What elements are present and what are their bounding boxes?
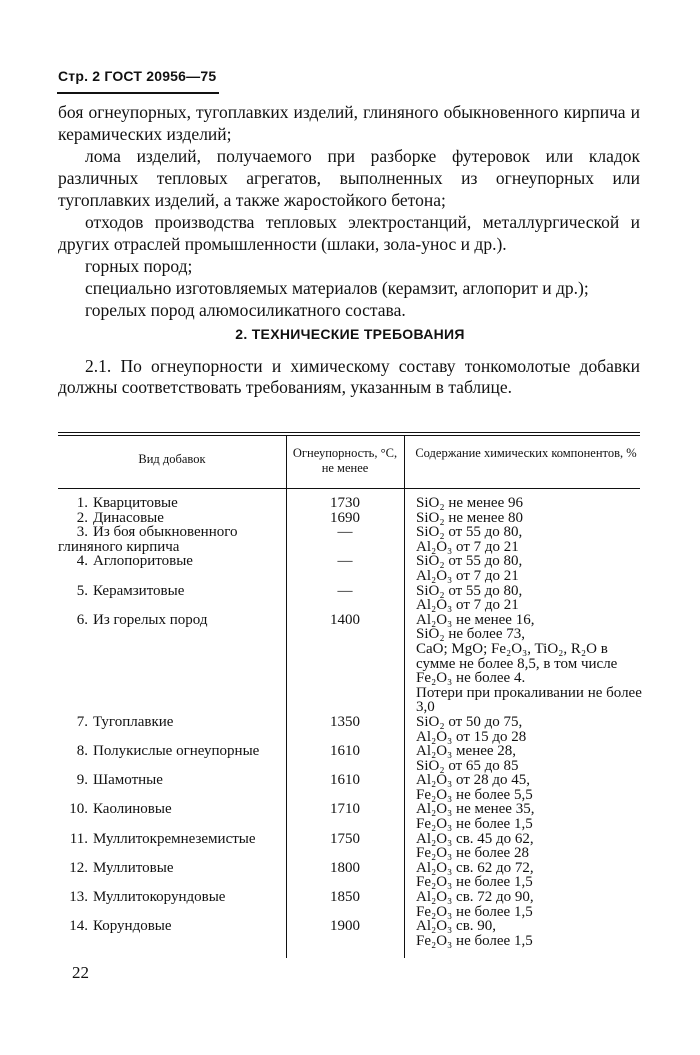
row-name: Полукислые огнеупорные — [93, 743, 260, 760]
row-name: Шамотные — [93, 772, 163, 789]
composition-line: Fe₂O₃ не более 1,5 — [416, 903, 533, 920]
composition-line: Al₂O₃ не менее 35, — [416, 801, 535, 818]
cell-refractoriness: — — [337, 582, 353, 599]
composition-line: SiO₂ от 55 до 80, — [416, 553, 523, 570]
composition-line: Al₂O₃ св. 90, — [416, 918, 497, 935]
composition-line: Al₂O₃ не менее 16, — [416, 611, 535, 628]
row-number: 9. — [76, 772, 88, 789]
row-name: Кварцитовые — [93, 495, 178, 511]
intro-paragraph: специально изготовляемых материалов (керамзит, аглопорит и др.); — [85, 278, 589, 298]
table-row — [58, 773, 642, 802]
cell-composition — [404, 919, 642, 948]
composition-line: Al₂O₃ от 7 до 21 — [416, 567, 519, 584]
row-number: 8. — [76, 743, 88, 760]
row-number: 1. — [76, 495, 88, 511]
row-name: Тугоплавкие — [93, 713, 174, 730]
page-number: 22 — [72, 963, 89, 982]
intro-paragraph: боя огнеупорных, тугоплавких изделий, глиняного обыкновенного кирпича и керамических изделий; — [58, 102, 640, 144]
table-row — [58, 802, 642, 831]
cell-type — [58, 744, 286, 773]
table-row — [58, 613, 642, 715]
table-row — [58, 496, 642, 511]
cell-composition — [404, 832, 642, 861]
intro-text — [58, 101, 640, 321]
cell-type — [58, 613, 286, 715]
row-number: 12. — [69, 859, 88, 876]
cell-type — [58, 554, 286, 583]
intro-paragraph: лома изделий, получаемого при разборке футеровок или кладок различных тепловых агрегатов, выполненных из огнеупорных или тугоплавких изделий, а также жаростойкого бетона; — [58, 146, 640, 210]
table-top-rule — [58, 435, 640, 436]
row-name: Аглопоритовые — [93, 553, 193, 570]
composition-line: Fe₂O₃ не более 1,5 — [416, 874, 533, 891]
row-number: 11. — [69, 830, 88, 847]
cell-refractoriness: 1610 — [330, 743, 360, 760]
row-number: 6. — [76, 611, 88, 628]
cell-composition — [404, 554, 642, 583]
cell-refractoriness: 1850 — [330, 889, 360, 906]
composition-line: Al₂O₃ св. 72 до 90, — [416, 889, 534, 906]
cell-composition — [404, 802, 642, 831]
cell-refractoriness: — — [337, 553, 353, 570]
table-row — [58, 832, 642, 861]
row-number: 4. — [76, 553, 88, 570]
table-row — [58, 861, 642, 890]
row-name: Муллитокорундовые — [93, 889, 226, 906]
cell-type — [58, 584, 286, 613]
row-name: Муллитовые — [93, 859, 174, 876]
header-rule — [57, 92, 219, 94]
row-name: Каолиновые — [93, 801, 172, 818]
cell-refractoriness: — — [337, 524, 353, 541]
row-name: Из горелых пород — [93, 611, 208, 628]
cell-composition — [404, 715, 642, 744]
cell-type — [58, 715, 286, 744]
cell-refractoriness: 1710 — [330, 801, 360, 818]
composition-line: Al₂O₃ от 7 до 21 — [416, 538, 519, 555]
cell-type — [58, 832, 286, 861]
table-row — [58, 584, 642, 613]
cell-type — [58, 919, 286, 948]
row-number: 13. — [69, 889, 88, 906]
section-title: 2. ТЕХНИЧЕСКИЕ ТРЕБОВАНИЯ — [235, 326, 465, 342]
row-name: Муллитокремнеземистые — [93, 830, 256, 847]
table-top-rule — [58, 432, 640, 433]
composition-line: SiO₂ не менее 96 — [416, 495, 523, 511]
row-name: Из боя обыкновенного глиняного кирпича — [58, 524, 238, 555]
cell-refractoriness: 1350 — [330, 713, 360, 730]
composition-line: Fe₂O₃ не более 1,5 — [416, 932, 533, 949]
cell-type — [58, 496, 286, 511]
cell-refractoriness: 1610 — [330, 772, 360, 789]
table-row — [58, 511, 642, 526]
row-number: 14. — [69, 918, 88, 935]
table-body — [58, 496, 642, 948]
row-number: 2. — [76, 509, 88, 526]
cell-composition — [404, 525, 642, 554]
row-name: Керамзитовые — [93, 582, 185, 599]
header-composition: Содержание химических компонентов, % — [415, 446, 637, 460]
composition-line: Al₂O₃ менее 28, — [416, 743, 517, 760]
cell-type — [58, 511, 286, 526]
intro-paragraph: отходов производства тепловых электростанций, металлургической и других отраслей промышленности (шлаки, зола-унос и др.). — [58, 212, 640, 254]
table-row — [58, 890, 642, 919]
table-header-rule — [58, 488, 640, 489]
cell-composition — [404, 890, 642, 919]
cell-refractoriness: 1750 — [330, 830, 360, 847]
cell-composition — [404, 861, 642, 890]
cell-refractoriness: 1730 — [330, 495, 360, 511]
row-number: 5. — [76, 582, 88, 599]
composition-line: Al₂O₃ св. 62 до 72, — [416, 859, 534, 876]
cell-composition — [404, 584, 642, 613]
header-type: Вид добавок — [138, 452, 206, 466]
table-row — [58, 554, 642, 583]
composition-line: Al₂O₃ от 7 до 21 — [416, 597, 519, 614]
table-row — [58, 744, 642, 773]
running-header: Стр. 2 ГОСТ 20956—75 — [58, 68, 217, 84]
row-name: Динасовые — [93, 509, 164, 526]
composition-line: Fe₂O₃ не более 28 — [416, 845, 529, 862]
cell-refractoriness: 1900 — [330, 918, 360, 935]
composition-line: SiO₂ не менее 80 — [416, 509, 523, 526]
cell-composition — [404, 496, 642, 511]
header-refractoriness: Огнеупорность, °С, не менее — [292, 446, 398, 475]
composition-line: Fe₂O₃ не более 5,5 — [416, 786, 533, 803]
cell-refractoriness: 1400 — [330, 611, 360, 628]
composition-line: Al₂O₃ от 15 до 28 — [416, 728, 527, 745]
cell-refractoriness: 1690 — [330, 509, 360, 526]
composition-line: Потери при прокаливании не более 3,0 — [416, 684, 642, 716]
composition-line: SiO₂ от 55 до 80, — [416, 524, 523, 541]
cell-refractoriness: 1800 — [330, 859, 360, 876]
row-name: Корундовые — [93, 918, 172, 935]
cell-composition — [404, 773, 642, 802]
cell-type — [58, 890, 286, 919]
row-number: 10. — [69, 801, 88, 818]
cell-composition — [404, 744, 642, 773]
intro-paragraph: горных пород; — [85, 256, 193, 276]
cell-composition — [404, 613, 642, 715]
composition-line: SiO₂ от 65 до 85 — [416, 757, 519, 774]
composition-line: Al₂O₃ от 28 до 45, — [416, 772, 531, 789]
clause-2-1: 2.1. По огнеупорности и химическому составу тонкомолотые добавки должны соответствовать требованиям, указанным в таблице. — [58, 356, 640, 397]
composition-line: Fe₂O₃ не более 1,5 — [416, 816, 533, 833]
intro-paragraph: горелых пород алюмосиликатного состава. — [85, 300, 406, 320]
composition-line: CaO; MgO; Fe₂O₃, TiO₂, R₂O в сумме не более 8,5, в том числе Fe₂O₃ не более 4. — [416, 640, 618, 687]
cell-composition — [404, 511, 642, 526]
composition-line: SiO₂ не более 73, — [416, 626, 525, 643]
cell-type — [58, 802, 286, 831]
composition-line: SiO₂ от 50 до 75, — [416, 713, 523, 730]
table-row — [58, 715, 642, 744]
composition-line: SiO₂ от 55 до 80, — [416, 582, 523, 599]
cell-type — [58, 861, 286, 890]
row-number: 7. — [76, 713, 88, 730]
composition-line: Al₂O₃ св. 45 до 62, — [416, 830, 534, 847]
cell-type — [58, 525, 286, 554]
cell-type — [58, 773, 286, 802]
row-number: 3. — [76, 524, 88, 541]
table-row — [58, 525, 642, 554]
table-row — [58, 919, 642, 948]
